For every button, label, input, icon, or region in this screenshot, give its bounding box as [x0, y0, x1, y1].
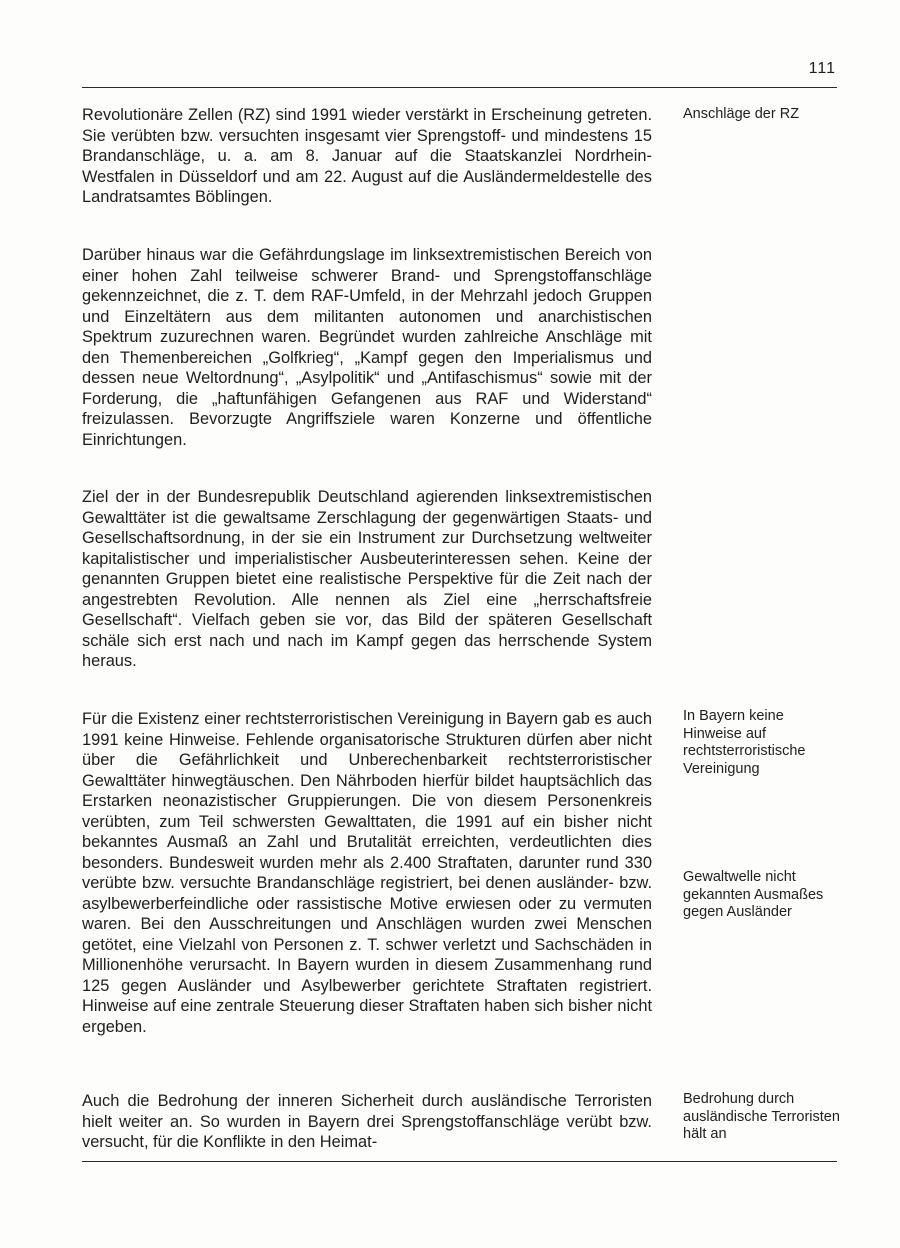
body-paragraph-left-extremist-goals: Ziel der in der Bundesrepublik Deutschland agierenden linksextremistischen Gewalttäter ist die gewaltsame Zerschlagung der gegenwärtigen Staats- und Gesellschaftsordnung, in der sie ein Instrument zur Durchsetzung weltweiter kapitalistischer und imperialistischer Ausbeuterinteressen sehen. Keine der genannten Gruppen bietet eine realistische Perspektive für die Zeit nach der angestrebten Revolution. Alle nennen als Ziel eine „herrschaftsfreie Gesellschaft“. Vielfach geben sie vor, das Bild der späteren Gesellschaft schäle sich erst nach und nach im Kampf gegen das herrschende System heraus. — [82, 488, 652, 670]
body-paragraph-rz-attacks: Revolutionäre Zellen (RZ) sind 1991 wieder verstärkt in Erscheinung getreten. Sie verübten bzw. versuchten insgesamt vier Sprengstoff- und mindestens 15 Brandanschläge, u. a. am 8. Januar auf die Staatskanzlei Nordrhein-Westfalen in Düsseldorf und am 22. August auf die Ausländermeldestelle des Landratsamtes Böblingen. — [82, 106, 652, 206]
body-paragraph-foreign-terrorists: Auch die Bedrohung der inneren Sicherheit durch ausländische Terroristen hielt weiter an. So wurden in Bayern drei Sprengstoffanschläge verübt bzw. versucht, für die Konflikte in den Heimat- — [82, 1092, 652, 1151]
header-rule — [82, 87, 837, 88]
body-paragraph-left-extremist-threat: Darüber hinaus war die Gefährdungslage im linksextremistischen Bereich von einer hohen Zahl teilweise schwerer Brand- und Sprengstoffanschläge gekennzeichnet, die z. T. dem RAF-Umfeld, in der Mehrzahl jedoch Gruppen und Einzeltätern aus dem militanten autonomen und anarchistischen Spektrum zuzurechnen waren. Begründet wurden zahlreiche Anschläge mit den Themenbereichen „Golfkrieg“, „Kampf gegen den Imperialismus und dessen neue Weltordnung“, „Asylpolitik“ und „Antifaschismus“ sowie mit der Forderung, die „haftunfähigen Gefangenen aus RAF und Widerstand“ freizulassen. Bevorzugte Angriffsziele waren Konzerne und öffentliche Einrichtungen. — [82, 246, 652, 449]
margin-note-foreign-terrorists: Bedrohung durch ausländische Terroristen hält an — [683, 1091, 840, 1142]
margin-note-no-right-terror-group: In Bayern keine Hinweise auf rechtsterroristische Vereinigung — [683, 708, 806, 777]
body-paragraph-right-extremist-violence: Für die Existenz einer rechtsterroristischen Vereinigung in Bayern gab es auch 1991 keine Hinweise. Fehlende organisatorische Strukturen dürfen aber nicht über die Gefährlichkeit und Unberechenbarkeit rechtsterroristischer Gewalttäter hinwegtäuschen. Den Nährboden hierfür bildet hauptsächlich das Erstarken neonazistischer Gruppierungen. Die von diesem Personenkreis verübten, zum Teil schwersten Gewalttaten, die 1991 auf ein bisher nicht bekanntes Ausmaß an Zahl und Brutalität erreichten, verdeutlichten dies besonders. Bundesweit wurden mehr als 2.400 Straftaten, darunter rund 330 verübte bzw. versuchte Brandanschläge registriert, bei denen ausländer- bzw. asylbewerberfeindliche oder rassistische Motive erwiesen oder zu vermuten waren. Bei den Ausschreitungen und Anschlägen wurden zwei Menschen getötet, eine Vielzahl von Personen z. T. schwer verletzt und Sachschäden in Millionenhöhe verursacht. In Bayern wurden in diesem Zusammenhang rund 125 gegen Ausländer und Asylbewerber gerichtete Straftaten registriert. Hinweise auf eine zentrale Steuerung dieser Straftaten haben sich bisher nicht ergeben. — [82, 710, 652, 1036]
page-number: 111 — [808, 60, 836, 77]
margin-note-rz-attacks: Anschläge der RZ — [683, 106, 800, 122]
margin-note-violence-wave: Gewaltwelle nicht gekannten Ausmaßes gegen Ausländer — [683, 869, 824, 920]
footer-rule — [82, 1161, 837, 1162]
